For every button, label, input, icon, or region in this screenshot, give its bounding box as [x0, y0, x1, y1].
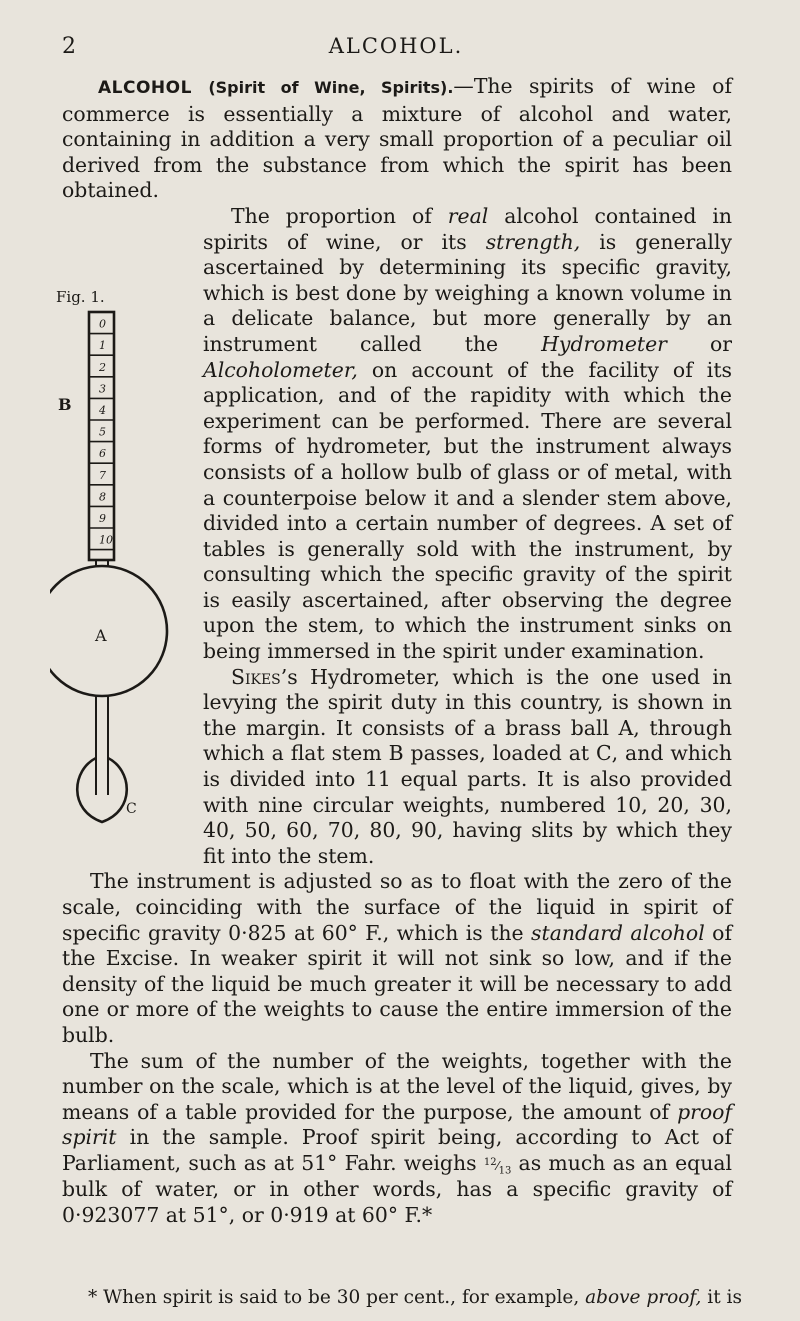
p3-text-c: passes, loaded at [403, 741, 596, 766]
scale-number: 4 [99, 403, 106, 417]
article-body [56, 74, 733, 1229]
entry-headword: ALCOHOL [98, 78, 192, 98]
p2-alcoholometer: Alcoholometer, [203, 357, 358, 382]
label-c: C [126, 800, 137, 817]
fraction: $^{12}⁄_{13}$ [483, 1156, 512, 1177]
p4-text-b: of the Excise. In weaker spirit it will not sink so low, and if the density of the liquid be much greater it will be necessary to add one or more of the weights to cause the entire immersion of the bulb. [62, 920, 732, 1047]
scale-number: 9 [99, 511, 106, 525]
footnote-above-proof: above proof, [585, 1287, 702, 1308]
scale-number: 5 [99, 425, 106, 439]
hydrometer-diagram [50, 210, 195, 846]
p2-text-b: alcohol contained in spirits of wine, or its [203, 203, 732, 254]
p5-proof-spirit: proof spirit [62, 1099, 732, 1150]
label-b: B [58, 394, 72, 414]
scale-number: 6 [99, 447, 106, 461]
p5-text-b: in the sample. Proof spirit being, according to Act of Parliament, such as at 51° Fahr. weighs [62, 1125, 732, 1175]
p3-text-a: ’s Hydrometer, which is the one used in levying the spirit duty in this country, is shown in the margin. It consists of a brass ball [203, 664, 732, 740]
scale-number: 3 [99, 382, 106, 396]
p3-label-b: B [388, 741, 404, 766]
scale-number: 10 [99, 533, 113, 547]
running-head: ALCOHOL. [328, 34, 464, 58]
scale-number: 1 [99, 339, 106, 353]
scale-number: 0 [99, 317, 106, 331]
p3-text-b: , through which a flat stem [203, 715, 732, 766]
p2-text-c: is generally ascertained by determining its specific gravity, which is best done by weighing a known volume in a delicate balance, but more generally by an instrument called the [203, 229, 732, 356]
counterpoise-outline [77, 758, 127, 822]
entry-subhead: (Spirit of Wine, Spirits). [208, 78, 454, 97]
figure-caption: Fig. 1. [56, 287, 105, 306]
p3-sikes: Sikes [231, 664, 281, 689]
intro-text: —The spirits of wine of commerce is essentially a mixture of alcohol and water, containing in addition a very small proportion of a peculiar oil derived from the substance from which the spirit has been obtained. [62, 74, 733, 203]
hydrometer-figure [50, 210, 195, 846]
label-a: A [95, 625, 107, 645]
scale-number: 2 [99, 360, 106, 374]
fraction-denominator: 13 [498, 1165, 512, 1177]
page-number: 2 [62, 34, 76, 59]
p5-text-a: The sum of the number of the weights, together with the number on the scale, which is at the level of the liquid, gives, by means of a table provided for the purpose, the amount of [62, 1048, 732, 1124]
p2-real: real [447, 203, 489, 228]
p2-text-a: The proportion of [231, 203, 448, 228]
p4-standard-alcohol: standard alcohol [531, 920, 705, 945]
bulb-outline [50, 566, 167, 696]
scale-number: 8 [99, 490, 106, 504]
footnote-text-a: * When spirit is said to be 30 per cent., for example, [88, 1287, 586, 1308]
paragraph-adjustment [62, 869, 732, 1048]
footnote [62, 1287, 742, 1309]
page-header [62, 34, 730, 64]
paragraph-intro [62, 74, 732, 204]
p2-strength: strength, [485, 229, 581, 254]
p2-text-e: on account of the facility of its application, and of the rapidity with which the experiment can be performed. There are several forms of hydrometer, but the instrument always consists of a hollow bulb of glass or of metal, with a counterpoise below it and a slender stem above, divided into a certain number of degrees. A set of tables is generally sold with the instrument, by consulting which the specific gravity of the spirit is easily ascertained, after observing the degree upon the stem, to which the instrument sinks on being immersed in the spirit under examination. [203, 357, 732, 664]
paragraph-proof [62, 1049, 732, 1229]
p2-hydrometer: Hydrometer [541, 331, 667, 356]
fraction-numerator: 12 [483, 1156, 497, 1168]
stem-scale-numbers [98, 318, 113, 547]
scale-number: 7 [99, 468, 106, 482]
p2-text-d: or [666, 331, 732, 356]
p3-text-d: , and which is divided into 11 equal parts. It is also provided with nine circular weights, numbered 10, 20, 30, 40, 50, 60, 70, 80, 90, having slits by which they fit into the stem. [203, 741, 732, 868]
p3-label-c: C [596, 741, 612, 766]
footnote-text-b: it is [701, 1287, 742, 1308]
p5-text-c: as much as an equal bulk of water, or in other words, has a specific gravity of 0·923077 at 51°, or 0·919 at 60° F.* [62, 1150, 733, 1227]
p3-label-a: A [618, 715, 634, 740]
p4-text-a: The instrument is adjusted so as to float with the zero of the scale, coinciding with the surface of the liquid in spirit of specific gravity 0·825 at 60° F., which is the [62, 869, 732, 945]
